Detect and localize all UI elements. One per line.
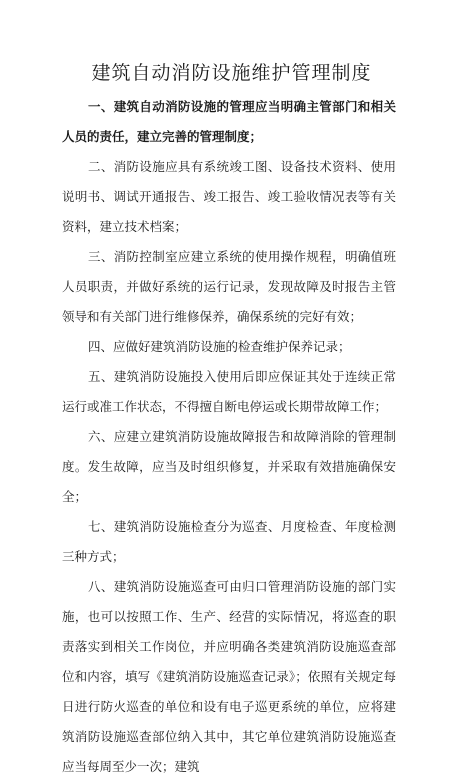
document-title: 建筑自动消防设施维护管理制度 xyxy=(91,62,372,84)
paragraph-8: 八、建筑消防设施巡查可由归口管理消防设施的部门实施，也可以按照工作、生产、经营的实际情况，将巡查的职责落实到相关工作岗位，并应明确各类建筑消防设施巡查部位和内容，填写《建筑消防设施巡查记录》；依照有关规定每日进行防火巡查的单位和设有电子巡更系统的单位，应将建筑消防设施巡查部位纳入其中，其它单位建筑消防设施巡查应当每周至少一次；建筑 xyxy=(62,579,396,774)
paragraph-6: 六、应建立建筑消防设施故障报告和故障消除的管理制度。发生故障，应当及时组织修复，并采取有效措施确保安全； xyxy=(62,429,396,504)
document-body xyxy=(62,92,396,782)
paragraph-5: 五、建筑消防设施投入使用后即应保证其处于连续正常运行或准工作状态，不得擅自断电停运或长期带故障工作； xyxy=(62,369,396,414)
paragraph-4: 四、应做好建筑消防设施的检查维护保养记录； xyxy=(88,339,351,354)
paragraph-7: 七、建筑消防设施检查分为巡查、月度检查、年度检测三种方式； xyxy=(62,519,396,564)
paragraph-2: 二、消防设施应具有系统竣工图、设备技术资料、使用说明书、调试开通报告、竣工报告、竣工验收情况表等有关资料，建立技术档案； xyxy=(62,159,396,234)
paragraph-3: 三、消防控制室应建立系统的使用操作规程，明确值班人员职责，并做好系统的运行记录，发现故障及时报告主管领导和有关部门进行维修保养，确保系统的完好有效； xyxy=(62,249,396,324)
paragraph-1: 一、建筑自动消防设施的管理应当明确主管部门和相关人员的责任，建立完善的管理制度； xyxy=(62,99,396,144)
